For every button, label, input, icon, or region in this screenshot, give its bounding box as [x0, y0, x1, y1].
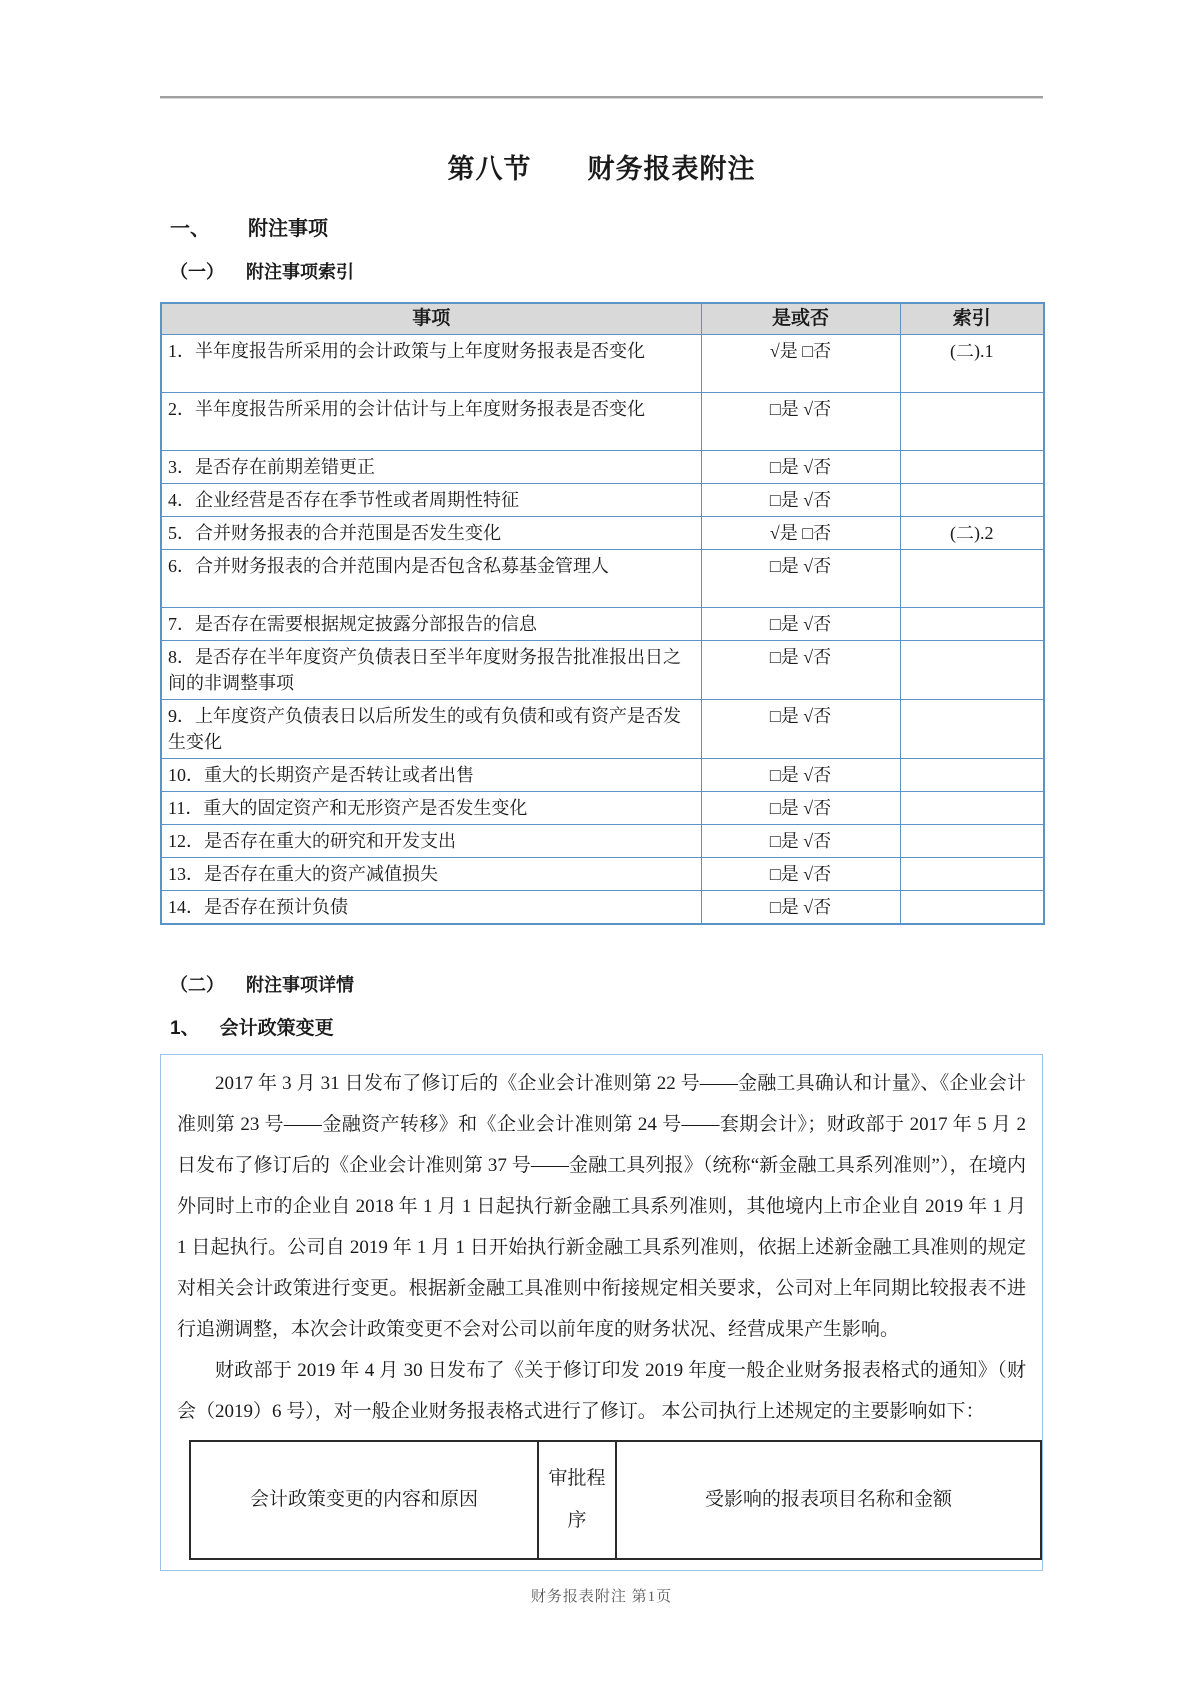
column-header-content-reason: 会计政策变更的内容和原因 [190, 1441, 538, 1559]
index-cell [900, 700, 1044, 759]
item-cell: 6．合并财务报表的合并范围内是否包含私募基金管理人 [161, 550, 701, 608]
yes-no-cell: □是 √否 [701, 891, 900, 925]
column-header-approval-procedure: 审批程序 [538, 1441, 616, 1559]
section-heading-notes [160, 212, 1043, 241]
index-cell [900, 550, 1044, 608]
yes-no-cell: □是 √否 [701, 451, 900, 484]
table-row [161, 792, 1044, 825]
table-row [161, 608, 1044, 641]
yes-no-cell: √是 □否 [701, 517, 900, 550]
notes-index-table [160, 302, 1045, 925]
index-cell [900, 393, 1044, 451]
item-cell: 11．重大的固定资产和无形资产是否发生变化 [161, 792, 701, 825]
item-cell: 1．半年度报告所采用的会计政策与上年度财务报表是否变化 [161, 335, 701, 393]
policy-change-table [189, 1440, 1042, 1560]
index-cell [900, 891, 1044, 925]
policy-paragraphs [177, 1063, 1026, 1432]
yes-no-cell: □是 √否 [701, 484, 900, 517]
item-cell: 8．是否存在半年度资产负债表日至半年度财务报告批准报出日之间的非调整事项 [161, 641, 701, 700]
table-row [161, 517, 1044, 550]
subsection-heading-index [160, 258, 1043, 284]
yes-no-cell: □是 √否 [701, 550, 900, 608]
index-cell [900, 825, 1044, 858]
section-number: 一、 [170, 218, 210, 240]
policy-paragraph: 2017 年 3 月 31 日发布了修订后的《企业会计准则第 22 号——金融工具确认和计量》、《企业会计准则第 23 号——金融资产转移》和《企业会计准则第 24 号——套期会计》；财政部于 2017 年 5 月 2 日发布了修订后的《企业会计准则第 37 号——金融工具列报》（统称“新金融工具系列准则”），在境内外同时上市的企业自 2018 年 1 月 1 日起执行新金融工具系列准则，其他境内上市企业自 2019 年 1 月 1 日起执行。公司自 2019 年 1 月 1 日开始执行新金融工具系列准则，依据上述新金融工具准则的规定对相关会计政策进行变更。根据新金融工具准则中衔接规定相关要求，公司对上年同期比较报表不进行追溯调整，本次会计政策变更不会对公司以前年度的财务状况、经营成果产生影响。 [177, 1073, 1026, 1340]
yes-no-cell: □是 √否 [701, 700, 900, 759]
header-rule [160, 96, 1043, 99]
table-row [161, 641, 1044, 700]
subsection-heading-details [160, 971, 1043, 997]
index-cell [900, 484, 1044, 517]
subsection-label: 附注事项详情 [246, 975, 354, 995]
item-heading-policy-change [160, 1013, 1043, 1040]
policy-change-block [160, 1054, 1043, 1571]
table-row [161, 393, 1044, 451]
column-header-affected-items: 受影响的报表项目名称和金额 [616, 1441, 1041, 1559]
index-cell [900, 858, 1044, 891]
subsection-number: （一） [170, 262, 224, 282]
policy-paragraph: 财政部于 2019 年 4 月 30 日发布了《关于修订印发 2019 年度一般企业财务报表格式的通知》（财会（2019）6 号），对一般企业财务报表格式进行了修订。 本公司执行上述规定的主要影响如下： [177, 1360, 1026, 1422]
index-cell: (二).2 [900, 517, 1044, 550]
item-cell: 2．半年度报告所采用的会计估计与上年度财务报表是否变化 [161, 393, 701, 451]
item-cell: 12．是否存在重大的研究和开发支出 [161, 825, 701, 858]
item-cell: 3．是否存在前期差错更正 [161, 451, 701, 484]
table-row [161, 451, 1044, 484]
yes-no-cell: □是 √否 [701, 393, 900, 451]
item-number: 1、 [170, 1018, 200, 1039]
column-header-yesno: 是或否 [701, 303, 900, 335]
yes-no-cell: √是 □否 [701, 335, 900, 393]
column-header-index: 索引 [900, 303, 1044, 335]
page-title: 第八节 财务报表附注 [447, 154, 756, 184]
item-cell: 13．是否存在重大的资产减值损失 [161, 858, 701, 891]
page-content [160, 96, 1043, 1606]
table-row [161, 700, 1044, 759]
index-cell [900, 641, 1044, 700]
page-footer: 财务报表附注 第1页 [530, 1589, 673, 1605]
yes-no-cell: □是 √否 [701, 792, 900, 825]
column-header-item: 事项 [161, 303, 701, 335]
table-row [161, 891, 1044, 925]
yes-no-cell: □是 √否 [701, 759, 900, 792]
item-cell: 9．上年度资产负债表日以后所发生的或有负债和或有资产是否发生变化 [161, 700, 701, 759]
item-label: 会计政策变更 [219, 1018, 334, 1039]
item-cell: 5．合并财务报表的合并范围是否发生变化 [161, 517, 701, 550]
table-row [161, 335, 1044, 393]
yes-no-cell: □是 √否 [701, 858, 900, 891]
yes-no-cell: □是 √否 [701, 608, 900, 641]
subsection-label: 附注事项索引 [246, 262, 354, 282]
subsection-number: （二） [170, 975, 224, 995]
table-header-row [190, 1441, 1041, 1559]
index-cell [900, 759, 1044, 792]
index-cell: (二).1 [900, 335, 1044, 393]
index-cell [900, 792, 1044, 825]
table-row [161, 759, 1044, 792]
yes-no-cell: □是 √否 [701, 641, 900, 700]
section-label: 附注事项 [248, 218, 328, 240]
item-cell: 14．是否存在预计负债 [161, 891, 701, 925]
index-cell [900, 451, 1044, 484]
item-cell: 4．企业经营是否存在季节性或者周期性特征 [161, 484, 701, 517]
index-cell [900, 608, 1044, 641]
item-cell: 10．重大的长期资产是否转让或者出售 [161, 759, 701, 792]
table-row [161, 550, 1044, 608]
index-table-body [161, 335, 1044, 925]
table-header-row [161, 303, 1044, 335]
item-cell: 7．是否存在需要根据规定披露分部报告的信息 [161, 608, 701, 641]
table-row [161, 825, 1044, 858]
table-row [161, 858, 1044, 891]
table-row [161, 484, 1044, 517]
yes-no-cell: □是 √否 [701, 825, 900, 858]
